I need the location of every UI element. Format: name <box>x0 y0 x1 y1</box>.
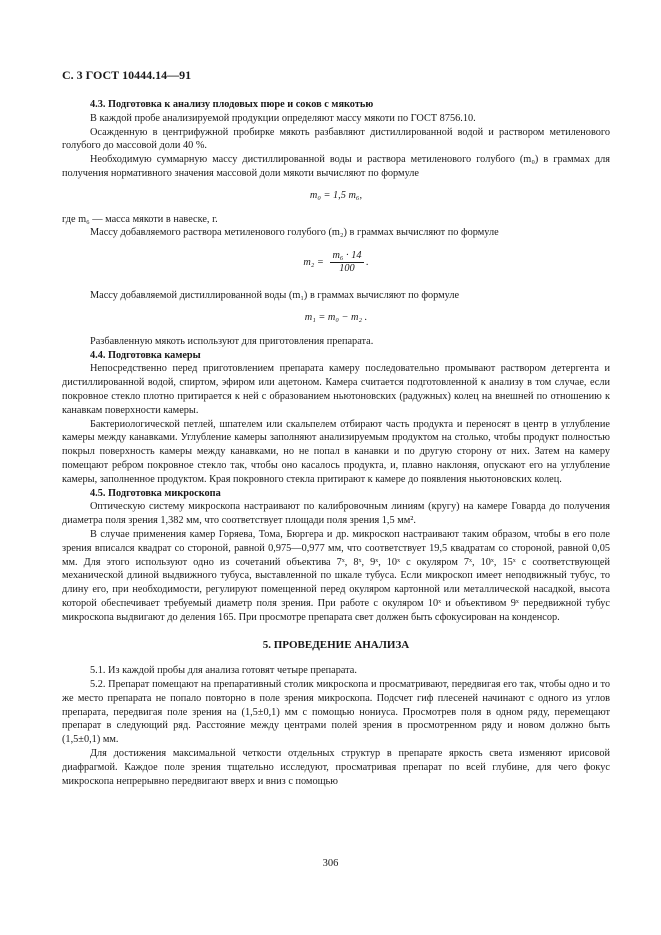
formula-2-fraction <box>330 250 363 275</box>
paragraph: Разбавленную мякоть используют для приготовления препарата. <box>90 335 374 347</box>
formula-2 <box>62 250 610 275</box>
paragraph: Массу добавляемого раствора метиленового голубого (m₂) в граммах вычисляют по формуле <box>90 227 499 239</box>
formula-3: m₁ = m₀ − m₂ . <box>304 311 368 323</box>
section-4-4-title: 4.4. Подготовка камеры <box>90 349 201 361</box>
paragraph: Массу добавляемой дистиллированной воды (m₁) в граммах вычисляют по формуле <box>90 290 460 302</box>
section-5-title: 5. ПРОВЕДЕНИЕ АНАЛИЗА <box>262 638 410 651</box>
paragraph: 5.2. Препарат помещают на препаративный столик микроскопа и просматривают, передвигая его так, чтобы одно и то же место препарата не попало повторно в поле зрения микроскопа. Подсчет гиф плесеней начинают с одного из углов препарата, передвигая поле зрения на (1,5±0,1) мм с помощью нониуса. Просмотрев поля в одном ряду, перемещают препарат в следующий ряд. Расстояние между центрами полей зрения в просмотренном ряду и новом должно быть (1,5±0,1) мм. <box>62 679 610 746</box>
paragraph: Оптическую систему микроскопа настраивают по калибровочным линиям (кругу) на камере Говарда до получения диаметра поля зрения 1,382 мм, что соответствует площади поля зрения 1,5 мм². <box>62 501 610 527</box>
paragraph: В случае применения камер Горяева, Тома, Бюргера и др. микроскоп настраивают таким образом, чтобы в его поле зрения вписался квадрат со стороной, равной 0,975—0,977 мм, что соответствует 19,5 квадратам со стороной, равной 0,05 мм. Для этого используют одно из сочетаний объектива 7ˣ, 8ˣ, 9ˣ, 10ˣ с окуляром 7ˣ, 10ˣ, 15ˣ с соответствующей механической длиной выдвижного тубуса, выставленной по шкале тубуса. Если микроскоп имеет неподвижный тубус, то длину его, при необходимости, регулируют помещенной перед окуляром картонной или металлической насадкой, высота которой обеспечивает требуемый диаметр поля зрения. При работе с окуляром 10ˣ и объективом 9ˣ передвижной тубус микроскопа выдвигают до деления 165. При просмотре препарата свет должен быть сфокусирован на конденсор. <box>62 528 610 623</box>
formula-2-lhs: m₂ = <box>303 257 324 269</box>
paragraph: Бактериологической петлей, шпателем или скальпелем отбирают часть продукта и переносят в центр в углубление камеры между канавками. Углубление камеры заполняют анализируемым продуктом на столько, чтобы продукт полностью покрыл поверхность камеры между канавками, но не попал в канавки и по другую сторону от них. Затем на камеру помещают ребром покровное стекло так, чтобы оно касалось продукта, и, плавно наклоняя, опускают его на углубление камеры, заполненное продуктом. Края покровного стекла притирают к камере до появления ньютоновских колец. <box>62 418 610 485</box>
page-number: 306 <box>322 858 339 869</box>
formula-1: m₀ = 1,5 m₆, <box>309 189 363 201</box>
paragraph: Непосредственно перед приготовлением препарата камеру последовательно промывают раствором детергента и дистиллированной водой, спиртом, эфиром или ацетоном. Камера считается подготовленной к анализу в том случае, если покровное стекло плотно притирается к ней с образованием ньютоновских (радужных) колец на внешней по отношению к канавкам поверхности камеры. <box>62 363 610 416</box>
formula-2-numerator: m₆ · 14 <box>332 250 362 262</box>
paragraph: Для достижения максимальной четкости отдельных структур в препарате яркость света изменяют ирисовой диафрагмой. Каждое поле зрения тщательно исследуют, просматривая препарат по всей глубине, для чего фокус микроскопа непрерывно передвигают вверх и вниз с помощью <box>62 748 610 787</box>
paragraph: 5.1. Из каждой пробы для анализа готовят четыре препарата. <box>90 665 357 677</box>
running-header: С. 3 ГОСТ 10444.14—91 <box>62 68 192 82</box>
paragraph: Осажденную в центрифужной пробирке мякоть разбавляют дистиллированной водой и раствором метиленового голубого до массовой доли 40 %. <box>62 126 610 152</box>
page-body <box>62 98 610 788</box>
paragraph: В каждой пробе анализируемой продукции определяют массу мякоти по ГОСТ 8756.10. <box>90 112 476 124</box>
formula-legend: где m₆ — масса мякоти в навеске, г. <box>62 213 218 225</box>
formula-2-end: . <box>366 257 369 269</box>
section-4-3-title: 4.3. Подготовка к анализу плодовых пюре и соков с мякотью <box>90 99 374 110</box>
section-4-5-title: 4.5. Подготовка микроскопа <box>90 487 221 499</box>
formula-2-denominator: 100 <box>339 263 355 275</box>
paragraph: Необходимую суммарную массу дистиллированной воды и раствора метиленового голубого (m₀) в граммах для получения нормативного значения массовой доли мякоти вычисляют по формуле <box>62 154 610 179</box>
